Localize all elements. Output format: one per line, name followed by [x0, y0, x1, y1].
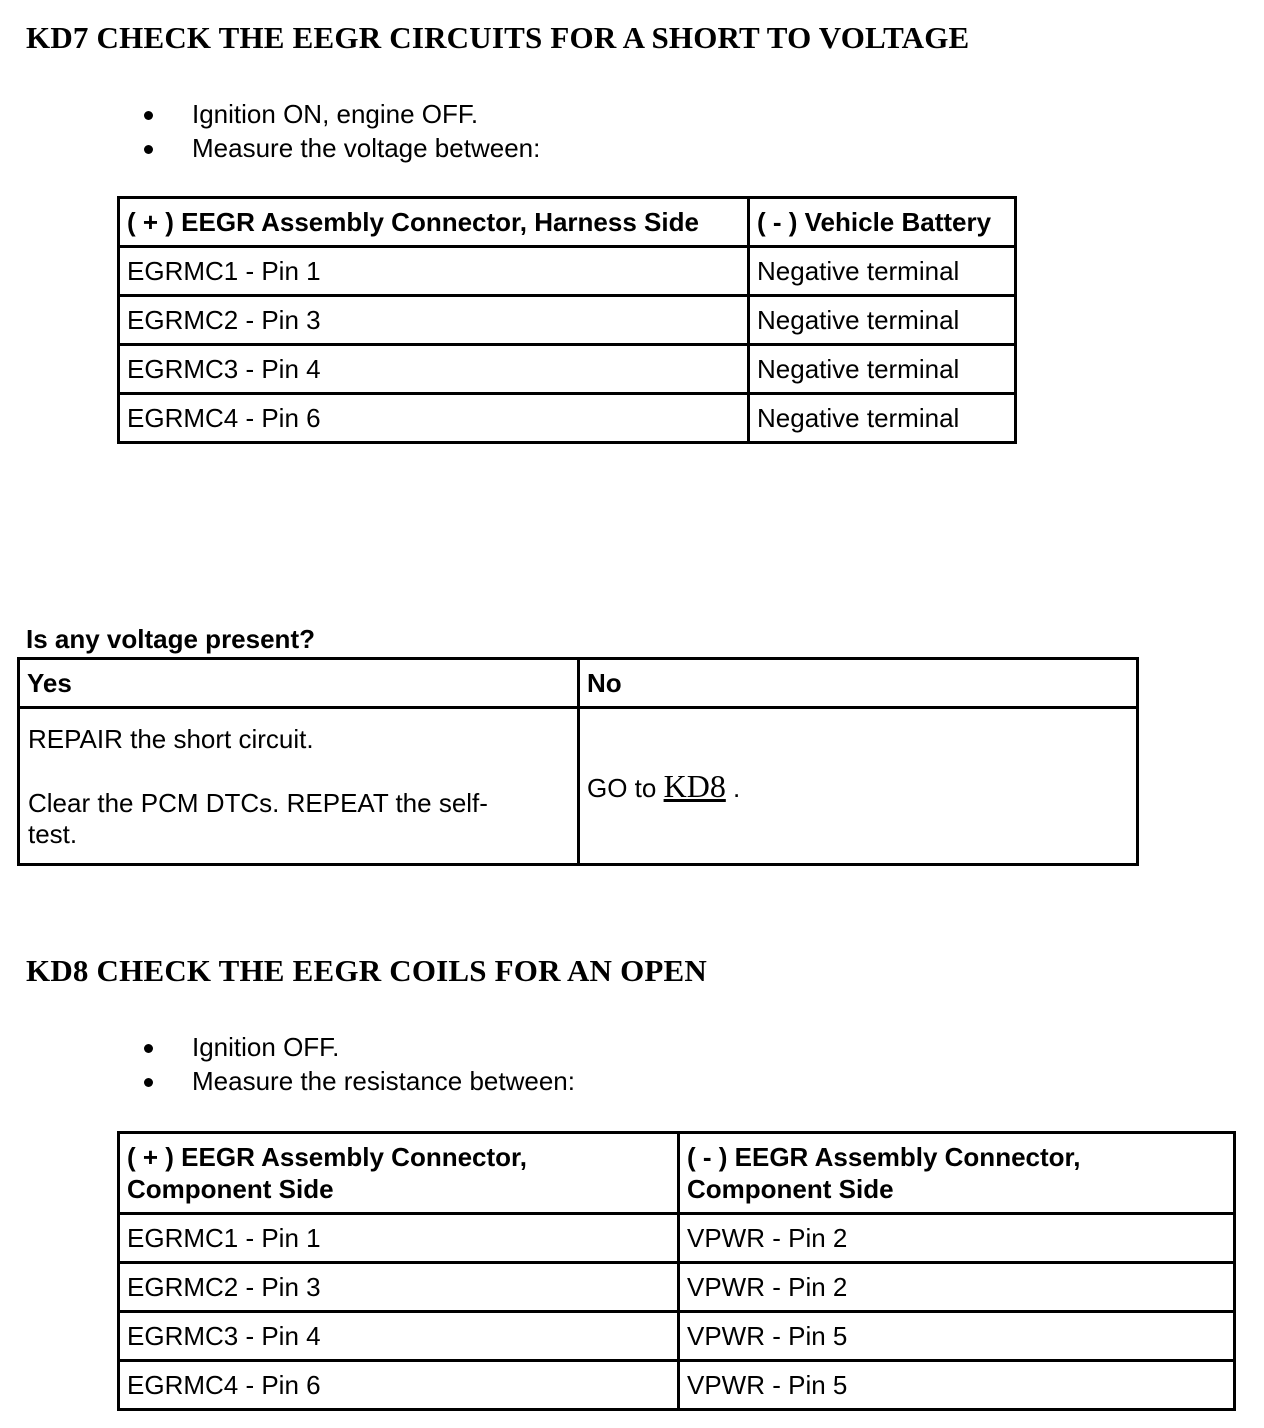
- column-header: ( - ) Vehicle Battery: [749, 198, 1016, 247]
- table-row: [119, 1214, 1235, 1263]
- table-cell: EGRMC2 - Pin 3: [119, 1263, 679, 1312]
- table-cell: EGRMC4 - Pin 6: [119, 1361, 679, 1410]
- header-line: Component Side: [127, 1174, 334, 1204]
- table-cell: EGRMC3 - Pin 4: [119, 345, 749, 394]
- table-cell: EGRMC1 - Pin 1: [119, 1214, 679, 1263]
- no-action-suffix: .: [733, 772, 741, 803]
- table-cell: VPWR - Pin 5: [679, 1312, 1235, 1361]
- list-item: Ignition ON, engine OFF.: [140, 97, 540, 131]
- list-item: Ignition OFF.: [140, 1030, 575, 1064]
- header-line: ( + ) EEGR Assembly Connector,: [127, 1142, 527, 1172]
- table-cell: VPWR - Pin 5: [679, 1361, 1235, 1410]
- table-row: [119, 345, 1016, 394]
- no-action-prefix: GO to: [587, 772, 657, 803]
- yes-action-cell: [19, 708, 579, 865]
- list-item: Measure the resistance between:: [140, 1064, 575, 1098]
- yes-action-clear: Clear the PCM DTCs. REPEAT the self-test.: [28, 788, 488, 849]
- kd8-link[interactable]: KD8: [663, 767, 726, 804]
- table-row: [119, 1312, 1235, 1361]
- table-cell: EGRMC3 - Pin 4: [119, 1312, 679, 1361]
- list-item: Measure the voltage between:: [140, 131, 540, 165]
- decision-table: [17, 657, 1139, 866]
- table-cell: Negative terminal: [749, 394, 1016, 443]
- table-header-row: [119, 198, 1016, 247]
- table-cell: Negative terminal: [749, 345, 1016, 394]
- table-cell: VPWR - Pin 2: [679, 1263, 1235, 1312]
- table-row: [119, 1361, 1235, 1410]
- table-header-row: [119, 1133, 1235, 1214]
- column-header: [119, 1133, 679, 1214]
- table-row: [119, 394, 1016, 443]
- table-cell: EGRMC2 - Pin 3: [119, 296, 749, 345]
- column-header: [679, 1133, 1235, 1214]
- kd7-heading: KD7 CHECK THE EEGR CIRCUITS FOR A SHORT TO VOLTAGE: [26, 20, 970, 55]
- column-header: ( + ) EEGR Assembly Connector, Harness Side: [119, 198, 749, 247]
- kd8-heading: KD8 CHECK THE EEGR COILS FOR AN OPEN: [26, 953, 707, 988]
- no-action-cell: [579, 708, 1138, 865]
- yes-action-repair: REPAIR the short circuit.: [28, 724, 314, 754]
- table-row: [119, 1263, 1235, 1312]
- header-line: ( - ) EEGR Assembly Connector,: [687, 1142, 1081, 1172]
- table-header-row: [19, 659, 1138, 708]
- header-line: Component Side: [687, 1174, 894, 1204]
- table-cell: EGRMC4 - Pin 6: [119, 394, 749, 443]
- table-cell: EGRMC1 - Pin 1: [119, 247, 749, 296]
- table-row: [19, 708, 1138, 865]
- table-cell: Negative terminal: [749, 247, 1016, 296]
- no-header: No: [579, 659, 1138, 708]
- kd7-voltage-table: [117, 196, 1017, 444]
- table-row: [119, 296, 1016, 345]
- kd7-instructions: [140, 97, 540, 165]
- yes-header: Yes: [19, 659, 579, 708]
- decision-question: Is any voltage present?: [26, 624, 315, 654]
- kd8-resistance-table: [117, 1131, 1236, 1411]
- kd8-instructions: [140, 1030, 575, 1098]
- table-cell: VPWR - Pin 2: [679, 1214, 1235, 1263]
- table-row: [119, 247, 1016, 296]
- table-cell: Negative terminal: [749, 296, 1016, 345]
